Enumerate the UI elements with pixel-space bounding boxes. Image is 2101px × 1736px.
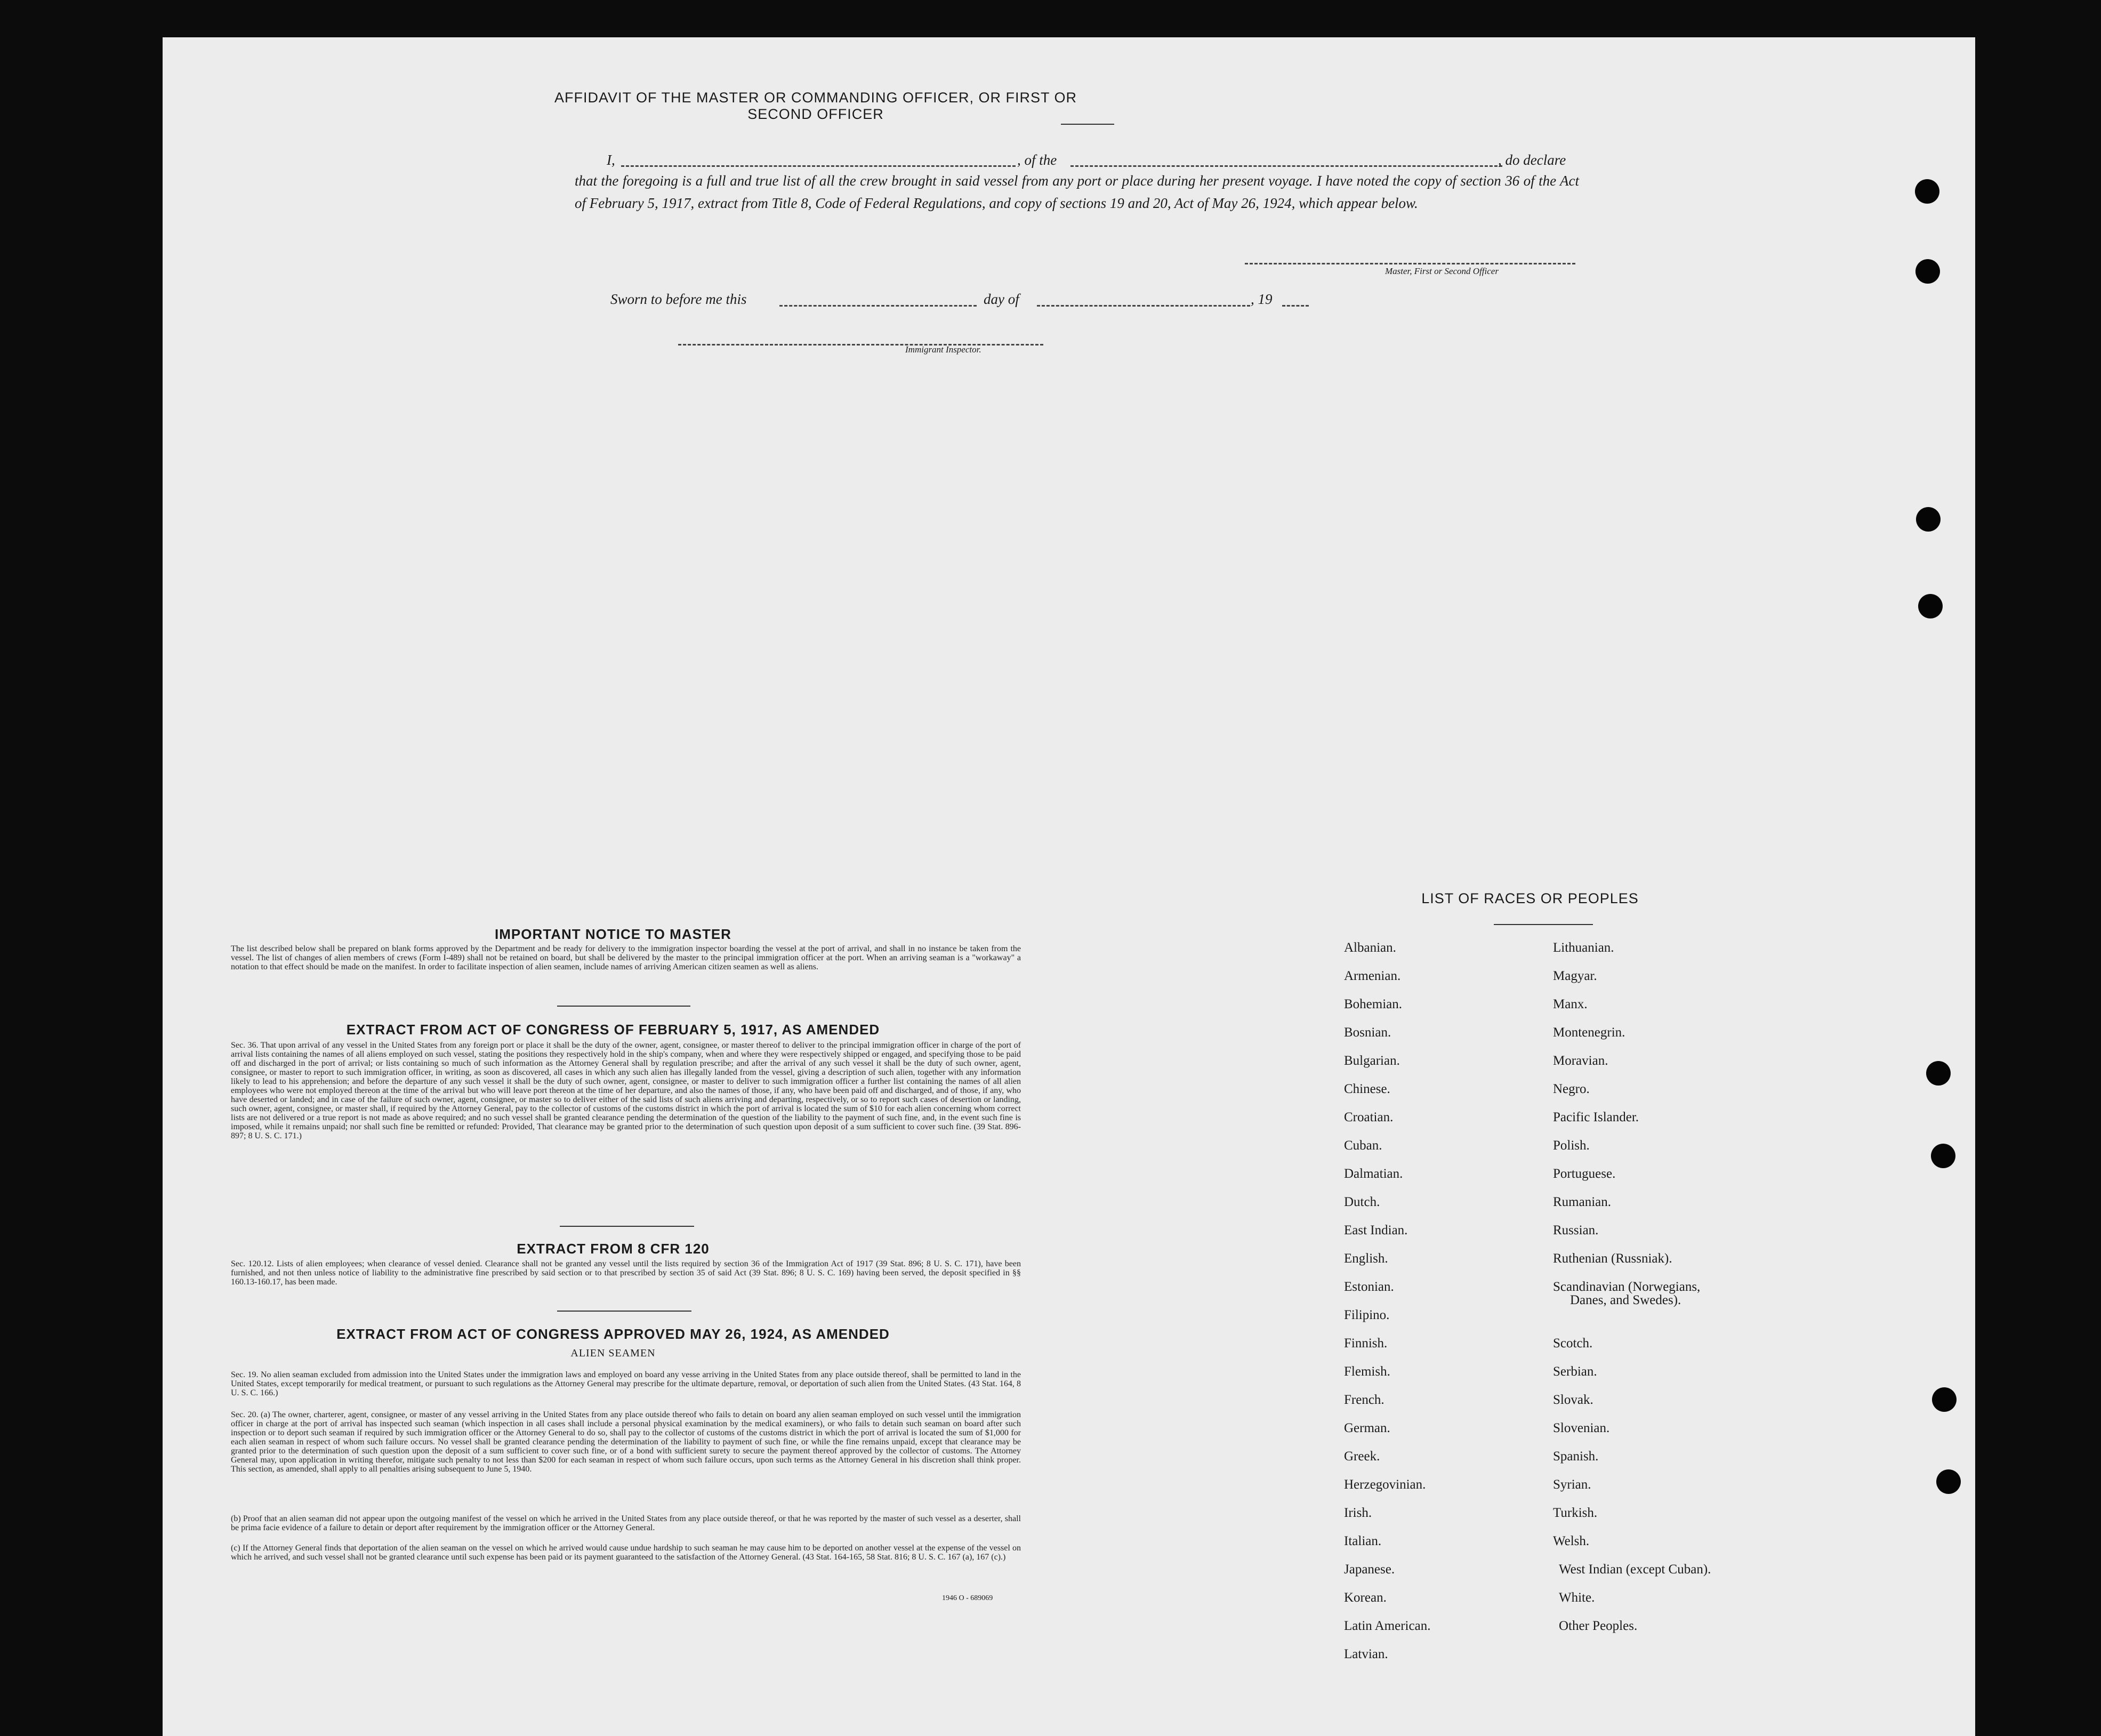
race-item: Filipino.: [1344, 1308, 1390, 1322]
race-item: Bulgarian.: [1344, 1054, 1400, 1068]
punch-hole: [1931, 1144, 1955, 1168]
race-item: Negro.: [1553, 1082, 1590, 1096]
affidavit-of-the: , of the: [1017, 152, 1057, 168]
form-sheet: [163, 37, 1975, 1736]
year-prefix: , 19: [1251, 291, 1273, 307]
punch-hole: [1918, 594, 1943, 618]
punch-hole: [1936, 1469, 1961, 1494]
punch-hole: [1916, 507, 1941, 532]
notice-title: IMPORTANT NOTICE TO MASTER: [495, 926, 731, 942]
month-blank[interactable]: [1037, 305, 1250, 307]
extract-cfr-body: Sec. 120.12. Lists of alien employees; when clearance of vessel denied. Clearance shall not be granted any vessel until the lists required by section 36 of the Immigration Act of 1917 (39 Stat. 896; 8 U. S. C. 171), have been furnished, and not then unless notice of liability to the administrative fine prescribed by said section or to that prescribed by section 35 of said Act (39 Stat. 896; 8 U. S. C. 169) having been served, the deposit specified in §§ 160.13-160.17, has been made.: [231, 1259, 1021, 1287]
race-item: Dalmatian.: [1344, 1167, 1403, 1181]
sec20-text: Sec. 20. (a) The owner, charterer, agent, consignee, or master of any vessel arriving in the United States from any place outside thereof who fails to detain on board any alien seaman employed on such vessel until the immigration officer in charge at the port of arrival has inspected such seaman (which inspection in all cases shall include a personal physical examination by the medical examiners), or who fails to detain such seaman on board after such inspection or to deport such seaman if required by such immigration officer or the Attorney General to do so, shall pay to the collector of customs of the customs district in which the port of arrival is located the sum of $1,000 for each alien seaman in respect of whom such failure occurs. No vessel shall be granted clearance pending the determination of the liability to payment of such fine, or while the fine remains unpaid, except that clearance may be granted prior to the determination of such question upon the deposit of a sum sufficient to cover such fine, or of a bond with sufficient surety to secure the payment thereof approved by the collector of customs. The Attorney General may, upon application in writing therefor, mitigate such penalty to not less than $200 for each seaman in respect of whom such failure occurs, upon such terms as the Attorney General in his discretion shall think proper. This section, as amended, shall apply to all penalties arising subsequent to June 5, 1940.: [231, 1410, 1021, 1474]
race-item: Latvian.: [1344, 1647, 1388, 1661]
race-item: Other Peoples.: [1559, 1619, 1638, 1633]
race-item: West Indian (except Cuban).: [1559, 1562, 1711, 1577]
punch-hole: [1932, 1387, 1957, 1412]
affidavit-title: AFFIDAVIT OF THE MASTER OR COMMANDING OFFICER, OR FIRST OR SECOND OFFICER: [554, 90, 1077, 122]
notice-body: The list described below shall be prepared on blank forms approved by the Department and be ready for delivery to the immigration inspector boarding the vessel at the port of arrival, and shall in no instance be taken from the vessel. The list of changes of alien members of crews (Form I-489) shall not be retained on board, but shall be delivered by the master to the principal immigration officer at the port. When an arriving seaman is a "workaway" a notation to that effect should be made on the manifest. In order to facilitate inspection of alien seamen, include names of arriving American citizen seamen as well as aliens.: [231, 944, 1021, 971]
sec19-text: Sec. 19. No alien seaman excluded from admission into the United States under the immigration laws and employed on board any vesse arriving in the United States from any place outside thereof, shall be permitted to land in the United States, except temporarily for medical treatment, or pursuant to such regulations as the Attorney General may prescribe for the ultimate departure, removal, or deportation of such alien from the United States. (43 Stat. 164, 8 U. S. C. 166.): [231, 1370, 1021, 1397]
race-item: Dutch.: [1344, 1195, 1380, 1209]
title-divider: [1061, 124, 1114, 125]
master-signature-line[interactable]: [1245, 263, 1575, 264]
extract-1924-title: EXTRACT FROM ACT OF CONGRESS APPROVED MAY 26, 1924, AS AMENDED: [336, 1326, 890, 1342]
race-item: Rumanian.: [1553, 1195, 1612, 1209]
extract-1917-body: Sec. 36. That upon arrival of any vessel in the United States from any foreign port or place it shall be the duty of the owner, agent, consignee, or master thereof to deliver to the principal immigration officer in charge of the port of arrival lists containing the names of all aliens employed on such vessel, stating the positions they respectively hold in the ship's company, when and where they were respectively shipped or engaged, and specifying those to be paid off and discharged in the port of arrival; or lists containing so much of such information as the Attorney General shall by regulation prescribe; and after the arrival of any such vessel it shall be the duty of such owner, agent, consignee, or master to report to such immigration officer, in writing, as soon as discovered, all cases in which any such alien has illegally landed from the vessel, giving a description of such alien, together with any information likely to lead to his apprehension; and before the departure of any such vessel it shall be the duty of such owner, agent, consignee, or master to deliver to such immigration officer a further list containing the names of all alien employees who were not employed thereon at the time of the arrival but who will leave port thereon at the time of her departure, and also the names of those, if any, who have been paid off and discharged, and of those, if any, who have deserted or landed; and in case of the failure of such owner, agent, consignee, or master so to deliver either of the said lists of such aliens arriving and departing, respectively, or so to report such cases of desertion or landing, such owner, agent, consignee, or master shall, if required by the Attorney General, pay to the collector of customs of the customs district in which the port of arrival is located the sum of $10 for each alien concerning whom correct lists are not delivered or a true report is not made as above required; and no such vessel shall be granted clearance pending the determination of the question of the liability to the payment of such fine, and, in the event such fine is imposed, while it remains unpaid; nor shall such fine be remitted or refunded: Provided, That clearance may be granted prior to the determination of such question upon deposit of a sum sufficient to cover such fine. (39 Stat. 896-897; 8 U. S. C. 171.): [231, 1041, 1021, 1140]
master-label: Master, First or Second Officer: [1385, 266, 1499, 276]
race-item: Korean.: [1344, 1590, 1387, 1605]
sworn-text: Sworn to before me this: [610, 291, 747, 307]
vessel-blank[interactable]: [1070, 165, 1502, 167]
race-item: Armenian.: [1344, 969, 1401, 983]
affidavit-i: I,: [607, 152, 615, 168]
races-divider: [1494, 924, 1593, 925]
race-item: Polish.: [1553, 1138, 1590, 1153]
race-item: Welsh.: [1553, 1534, 1590, 1548]
day-of: day of: [984, 291, 1019, 307]
race-item: Estonian.: [1344, 1280, 1394, 1294]
race-item: Herzegovinian.: [1344, 1477, 1426, 1492]
race-item: Lithuanian.: [1553, 941, 1614, 955]
races-title: LIST OF RACES OR PEOPLES: [1421, 890, 1639, 906]
race-item: Greek.: [1344, 1449, 1380, 1464]
race-item: Portuguese.: [1553, 1167, 1616, 1181]
affidavit-body: that the foregoing is a full and true list of all the crew brought in said vessel from any port or place during her present voyage. I have noted the copy of section 36 of the Act of February 5, 1917, extract from Title 8, Code of Federal Regulations, and copy of sections 19 and 20, Act of May 26, 1924, which appear below.: [575, 173, 1579, 211]
race-item: Scotch.: [1553, 1336, 1593, 1351]
sec20c-text: (c) If the Attorney General finds that deportation of the alien seaman on the vessel on which he arrived would cause undue hardship to such seaman he may cause him to be deported on another vessel at the expense of the vessel on which he arrived, and such vessel shall not be granted clearance until such expense has been paid or its payment guaranteed to the satisfaction of the Attorney General. (43 Stat. 164-165, 58 Stat. 816; 8 U. S. C. 167 (a), 167 (c).): [231, 1544, 1021, 1562]
race-item: Cuban.: [1344, 1138, 1382, 1153]
race-item: Bohemian.: [1344, 997, 1403, 1011]
race-item: French.: [1344, 1393, 1384, 1407]
affidavit-do-declare: , do declare: [1498, 152, 1566, 168]
race-item: Magyar.: [1553, 969, 1597, 983]
sec20b-text: (b) Proof that an alien seaman did not appear upon the outgoing manifest of the vessel on which he arrived in the United States from any place outside thereof, or that he was reported by the master of such vessel as a deserter, shall be prima facie evidence of a failure to detain or deport after requirement by the immigration officer or the Attorney General.: [231, 1514, 1021, 1532]
race-item: Montenegrin.: [1553, 1025, 1625, 1040]
race-item: Latin American.: [1344, 1619, 1431, 1633]
alien-seamen-subtitle: ALIEN SEAMEN: [570, 1347, 656, 1359]
punch-hole: [1915, 259, 1940, 284]
race-item: Ruthenian (Russniak).: [1553, 1251, 1672, 1266]
race-item: Moravian.: [1553, 1054, 1608, 1068]
race-item: German.: [1344, 1421, 1390, 1435]
year-blank[interactable]: [1282, 305, 1309, 307]
inspector-signature-line[interactable]: [678, 344, 1043, 345]
race-item: Irish.: [1344, 1506, 1372, 1520]
divider: [557, 1006, 690, 1007]
race-item: Pacific Islander.: [1553, 1110, 1639, 1124]
race-item: Manx.: [1553, 997, 1588, 1011]
punch-hole: [1926, 1061, 1951, 1086]
race-item: Italian.: [1344, 1534, 1382, 1548]
race-item: Scandinavian (Norwegians,: [1553, 1280, 1701, 1294]
race-item: Albanian.: [1344, 941, 1396, 955]
name-blank[interactable]: [621, 165, 1016, 167]
race-item: Croatian.: [1344, 1110, 1394, 1124]
race-item: Chinese.: [1344, 1082, 1390, 1096]
race-item: Bosnian.: [1344, 1025, 1391, 1040]
print-code: 1946 O - 689069: [942, 1594, 993, 1602]
extract-1917-title: EXTRACT FROM ACT OF CONGRESS OF FEBRUARY 5, 1917, AS AMENDED: [346, 1022, 880, 1038]
race-item: English.: [1344, 1251, 1388, 1266]
divider: [560, 1226, 694, 1227]
inspector-label: Immigrant Inspector.: [905, 344, 981, 355]
race-item: Flemish.: [1344, 1364, 1390, 1379]
race-item: East Indian.: [1344, 1223, 1408, 1237]
race-item: Danes, and Swedes).: [1570, 1293, 1681, 1307]
race-item: Japanese.: [1344, 1562, 1395, 1577]
day-blank[interactable]: [779, 305, 977, 307]
punch-hole: [1915, 179, 1939, 204]
race-item: Russian.: [1553, 1223, 1599, 1237]
divider: [557, 1311, 691, 1312]
race-item: Slovak.: [1553, 1393, 1593, 1407]
race-item: Syrian.: [1553, 1477, 1591, 1492]
race-item: Finnish.: [1344, 1336, 1388, 1351]
extract-cfr-title: EXTRACT FROM 8 CFR 120: [517, 1241, 710, 1257]
race-item: Turkish.: [1553, 1506, 1598, 1520]
race-item: Serbian.: [1553, 1364, 1597, 1379]
race-item: Spanish.: [1553, 1449, 1599, 1464]
race-item: Slovenian.: [1553, 1421, 1610, 1435]
race-item: White.: [1559, 1590, 1595, 1605]
